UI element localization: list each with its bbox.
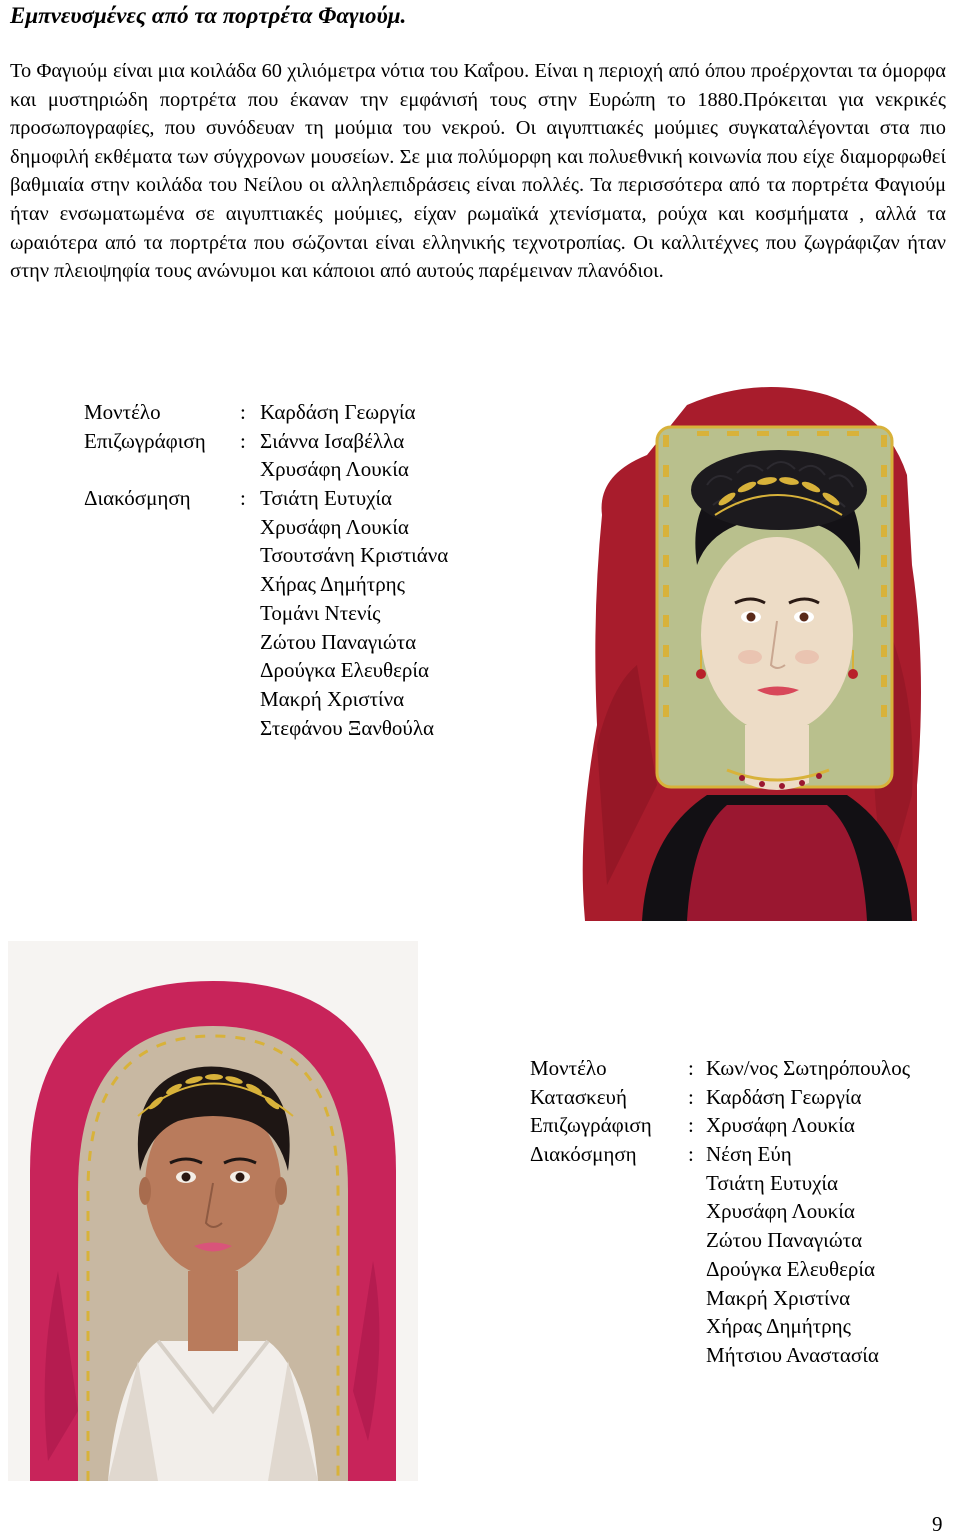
credit-row [530, 1197, 955, 1226]
credit-row [84, 455, 504, 484]
credit-row [84, 570, 504, 599]
credit-name: Μακρή Χριστίνα [706, 1285, 851, 1310]
credit-name: Μήτσιου Αναστασία [706, 1342, 879, 1367]
credit-row [84, 427, 504, 456]
credit-row [84, 513, 504, 542]
credit-row [530, 1140, 955, 1169]
credit-row [530, 1169, 955, 1198]
credit-colon: : [240, 486, 246, 511]
credit-row [84, 628, 504, 657]
credit-row [84, 685, 504, 714]
credit-role: Μοντέλο [530, 1056, 607, 1080]
credit-row [84, 599, 504, 628]
credit-role: Μοντέλο [84, 400, 161, 424]
portrait-man-image [8, 941, 418, 1481]
credit-row [530, 1083, 955, 1112]
credit-row [84, 541, 504, 570]
credit-name: Χρυσάφη Λουκία [706, 1199, 855, 1224]
credit-name: Νέση Εύη [706, 1142, 792, 1167]
credit-name: Τσουτσάνη Κριστιάνα [260, 543, 449, 568]
credit-name: Δρούγκα Ελευθερία [706, 1256, 876, 1281]
credit-row [530, 1111, 955, 1140]
credit-row [530, 1312, 955, 1341]
credit-name: Καρδάση Γεωργία [260, 400, 416, 424]
credit-row [530, 1284, 955, 1313]
credit-role: Επιζωγράφιση [530, 1113, 652, 1138]
intro-paragraph: Το Φαγιούμ είναι μια κοιλάδα 60 χιλιόμετρα νότια του Καΐρου. Είναι η περιοχή από όπου προέρχονται τα όμορφα και μυστηριώδη πορτρέτα που έκαναν την εμφάνισή τους στην Ευρώπη το 1880.Πρόκειται για νεκρικές προσωπογραφίες, που συνόδευαν τη μούμια του νεκρού. Οι αιγυπτιακές μούμιες συγκαταλέγονται στα πιο δημοφιλή εκθέματα των σύγχρονων μουσείων. Σε μια πολύμορφη και πολυεθνική κοινωνία που είχε διαμορφωθεί βαθμιαία στην κοιλάδα του Νείλου οι αλληλεπιδράσεις είναι πολλές. Τα περισσότερα από τα πορτρέτα Φαγιούμ ήταν ενσωματωμένα σε αιγυπτιακές μούμιες, είχαν ρωμαϊκά χτενίσματα, ρούχα και κοσμήματα , αλλά τα ωραιότερα από τα πορτρέτα που σώζονται είναι ελληνικής τεχνοτροπίας. Οι καλλιτέχνες που ζωγράφιζαν ήταν στην πλειοψηφία τους ανώνυμοι και κάποιοι από αυτούς παρέμειναν πλανόδιοι. [10, 60, 946, 283]
page-number: 9 [932, 1512, 943, 1536]
credit-name: Μακρή Χριστίνα [260, 686, 405, 711]
credit-name: Χήρας Δημήτρης [706, 1314, 851, 1339]
credits-list-portrait-2 [530, 1054, 955, 1369]
credit-row [530, 1226, 955, 1255]
credit-name: Χήρας Δημήτρης [260, 572, 405, 597]
page-title: Εμπνευσμένες από τα πορτρέτα Φαγιούμ. [10, 3, 407, 28]
credit-name: Χρυσάφη Λουκία [260, 514, 409, 539]
credit-name: Δρούγκα Ελευθερία [260, 658, 430, 683]
credit-name: Ζώτου Παναγιώτα [706, 1228, 863, 1253]
credit-colon: : [240, 400, 246, 424]
credit-row [530, 1341, 955, 1370]
credit-row [84, 714, 504, 743]
credit-row [84, 398, 504, 427]
credit-row [84, 484, 504, 513]
credit-name: Χρυσάφη Λουκία [706, 1113, 855, 1138]
credit-colon: : [688, 1142, 694, 1167]
credit-row [530, 1054, 955, 1083]
credit-row [530, 1255, 955, 1284]
credit-colon: : [240, 428, 246, 453]
credit-colon: : [688, 1113, 694, 1138]
credit-role: Διακόσμηση [530, 1142, 637, 1167]
credit-name: Σιάννα Ισαβέλλα [260, 428, 405, 453]
credit-role: Κατασκευή [530, 1084, 627, 1109]
portrait-woman-image [567, 365, 945, 921]
credit-role: Επιζωγράφιση [84, 428, 206, 453]
credit-name: Τσιάτη Ευτυχία [706, 1170, 839, 1195]
credit-name: Χρυσάφη Λουκία [260, 457, 409, 482]
credit-colon: : [688, 1056, 694, 1080]
credit-name: Τομάνι Ντενίς [260, 600, 381, 625]
credits-list-portrait-1 [84, 398, 504, 743]
credit-name: Κων/νος Σωτηρόπουλος [706, 1056, 911, 1080]
credit-name: Τσιάτη Ευτυχία [260, 486, 393, 511]
credit-name: Ζώτου Παναγιώτα [260, 629, 417, 654]
credit-row [84, 656, 504, 685]
credit-role: Διακόσμηση [84, 486, 191, 511]
credit-name: Στεφάνου Ξανθούλα [260, 715, 435, 740]
credit-colon: : [688, 1084, 694, 1109]
credit-name: Καρδάση Γεωργία [706, 1084, 862, 1109]
